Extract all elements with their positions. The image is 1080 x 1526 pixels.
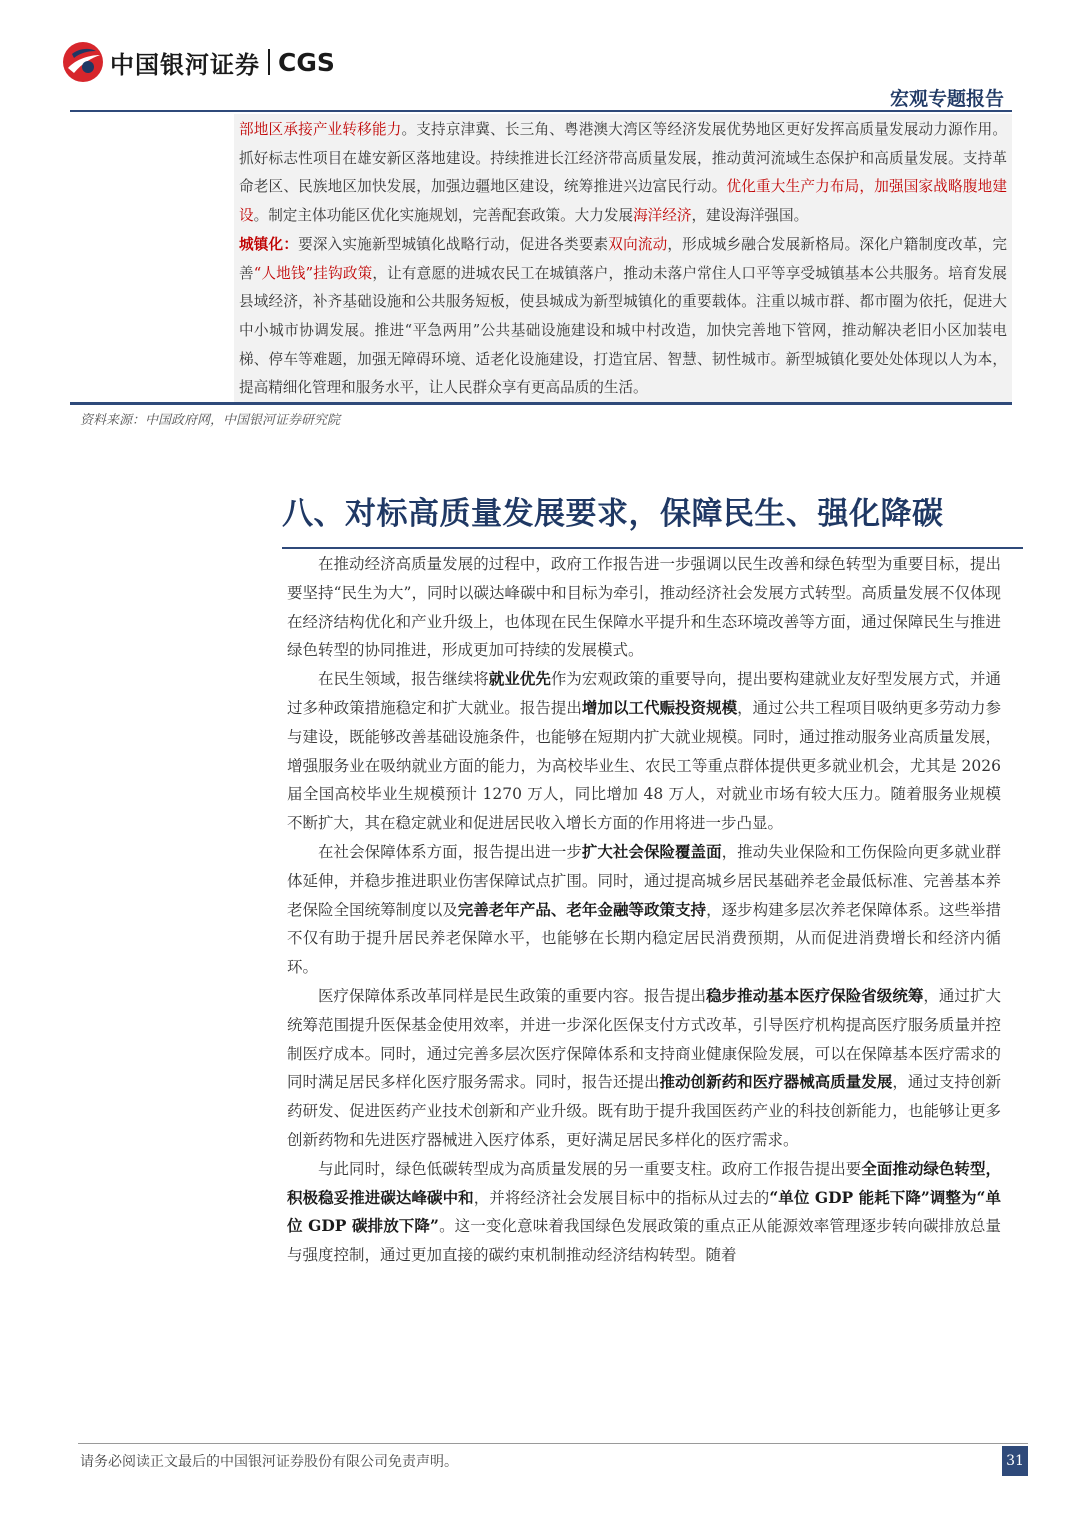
bold-text-run: 扩大社会保险覆盖面 [581,841,722,861]
text-run: 作为宏观政策的重要导向，提出要构建就业友好型发展方式，并通过多种政策措施稳定和扩大就业。报告提出 [287,670,1001,717]
text-run: ，通过扩大统筹范围提升医保基金使用效率，并进一步深化医保支付方式改革，引导医疗机构提高医疗服务质量并控制医疗成本。同时，通过完善多层次医疗保障体系和支持商业健康保险发展，可以在保障基本医疗需求的同时满足居民多样化医疗服务需求。同时，报告还提出 [287,986,1001,1092]
text-run: 在推动经济高质量发展的过程中，政府工作报告进一步强调以民生改善和绿色转型为重要目标，提出要坚持“民生为大”，同时以碳达峰碳中和目标为牵引，推动经济社会发展方式转型。高质量发展不仅体现在经济结构优化和产业升级上，也体现在民生保障水平提升和生态环境改善等方面，通过保障民生与推进绿色转型的协同推进，形成更加可持续的发展模式。 [287,555,1001,660]
bold-text-run: 推动创新药和医疗器械高质量发展 [659,1072,893,1092]
body-paragraph [287,982,1001,1155]
body-paragraph [287,1155,1001,1270]
text-run: 在社会保障体系方面，报告提出进一步 [318,842,582,861]
page-number: 31 [1002,1446,1028,1476]
text-run: ，逐步构建多层次养老保障体系。这些举措不仅有助于提升居民养老保障水平，也能够在长期内稳定居民消费预期，从而促进消费增长和经济内循环。 [287,900,1001,977]
section-body [287,550,1001,1270]
text-run: ，推动失业保险和工伤保险向更多就业群体延伸，并稳步推进职业伤害保障试点扩围。同时，通过提高城乡居民基础养老金最低标准、完善基本养老保险全国统筹制度以及 [287,842,1001,919]
bold-text-run: 就业优先 [488,669,551,689]
table-source-note: 资料来源：中国政府网，中国银河证券研究院 [80,413,341,428]
text-run: ，通过公共工程项目吸纳更多劳动力参与建设，既能够改善基础设施条件，也能够在短期内扩大就业规模。同时，通过推动服务业高质量发展，增强服务业在吸纳就业方面的能力，为高校毕业生、农民工等重点群体提供更多就业机会，尤其是 2026 届全国高校毕业生规模预计 1270 万人，同比增加 48 万人，对就业市场有较大压力。随着服务业规模不断扩大，其在稳定就业和促进居民收入增长方面的作用将进一步凸显。 [287,698,1001,833]
galaxy-logo-icon [62,41,104,83]
section-title-rule [282,547,1023,549]
section-title: 八、对标高质量发展要求，保障民生、强化降碳 [282,496,944,532]
highlighted-text-run: 部地区承接产业转移能力 [239,121,402,138]
logo-separator [268,49,270,75]
body-paragraph [287,550,1001,665]
bold-text-run: 完善老年产品、老年金融等政策支持 [457,899,707,919]
bold-text-run: 全面推动绿色转型，积极稳妥推进碳达峰碳中和 [287,1158,1001,1207]
bold-text-run: 增加以工代赈投资规模 [581,697,738,717]
bold-text-run: “单位 GDP 能耗下降”调整为“单位 GDP 碳排放下降” [287,1187,1001,1236]
continued-table [70,114,1012,405]
body-paragraph [287,838,1001,982]
logo-company-name: 中国银河证券 [110,50,260,79]
bold-text-run: 稳步推动基本医疗保险省级统筹 [706,985,924,1005]
highlighted-text-run: 城镇化： [239,235,299,253]
body-paragraph [287,665,1001,838]
table-category-cell [70,114,235,402]
text-run: ，建设海洋强国。 [691,207,809,225]
report-type-label: 宏观专题报告 [889,88,1004,110]
footer-rule [78,1443,1028,1444]
highlighted-text-run: 双向流动 [608,235,668,253]
text-run: 医疗保障体系改革同样是民生政策的重要内容。报告提出 [318,986,707,1005]
table-content-text [239,116,1007,403]
text-run: 与此同时，绿色低碳转型成为高质量发展的另一重要支柱。政府工作报告提出要 [318,1159,862,1178]
company-logo [62,40,335,84]
header-rule [70,110,1012,112]
highlighted-text-run: 优化重大生产力布局，加强国家战略腹地建设 [239,178,1007,225]
text-run: ，通过支持创新药研发、促进医药产业技术创新和产业升级。既有助于提升我国医药产业的科技创新能力，也能够让更多创新药物和先进医疗器械进入医疗体系，更好满足居民多样化的医疗需求。 [287,1073,1001,1149]
table-paragraph [239,116,1007,231]
text-run: 。这一变化意味着我国绿色发展政策的重点正从能源效率管理逐步转向碳排放总量与强度控制，通过更加直接的碳约束机制推动经济结构转型。随着 [287,1217,1001,1265]
text-run: 。制定主体功能区优化实施规划，完善配套政策。大力发展 [253,207,634,225]
text-run: 在民生领域，报告继续将 [318,670,489,689]
table-paragraph-urbanization [239,231,1007,403]
text-run: ，并将经济社会发展目标中的指标从过去的 [473,1188,770,1207]
text-run: ，让有意愿的进城农民工在城镇落户，推动未落户常住人口平等享受城镇基本公共服务。培育发展县域经济，补齐基础设施和公共服务短板，使县城成为新型城镇化的重要载体。注重以城市群、都市圈为依托，促进大中小城市协调发展。推进“平急两用”公共基础设施建设和城中村改造，加快完善地下管网，推动解决老旧小区加装电梯、停车等难题，加强无障碍环境、适老化设施建设，打造宜居、智慧、韧性城市。新型城镇化要处处体现以人为本，提高精细化管理和服务水平，让人民群众享有更高品质的生活。 [239,264,1007,397]
highlighted-text-run: “人地钱”挂钩政策 [253,264,373,282]
text-run: 。支持京津冀、长三角、粤港澳大湾区等经济发展优势地区更好发挥高质量发展动力源作用。抓好标志性项目在雄安新区落地建设。持续推进长江经济带高质量发展，推动黄河流域生态保护和高质量发展。支持革命老区、民族地区加快发展，加强边疆地区建设，统筹推进兴边富民行动。 [239,121,1007,196]
footer-disclaimer: 请务必阅读正文最后的中国银河证券股份有限公司免责声明。 [80,1454,458,1470]
logo-abbreviation: CGS [278,47,335,77]
table-content-cell [234,114,1012,402]
highlighted-text-run: 海洋经济 [633,207,692,225]
text-run: ，形成城乡融合发展新格局。深化户籍制度改革，完善 [239,235,1007,282]
text-run: 要深入实施新型城镇化战略行动，促进各类要素 [298,235,609,253]
